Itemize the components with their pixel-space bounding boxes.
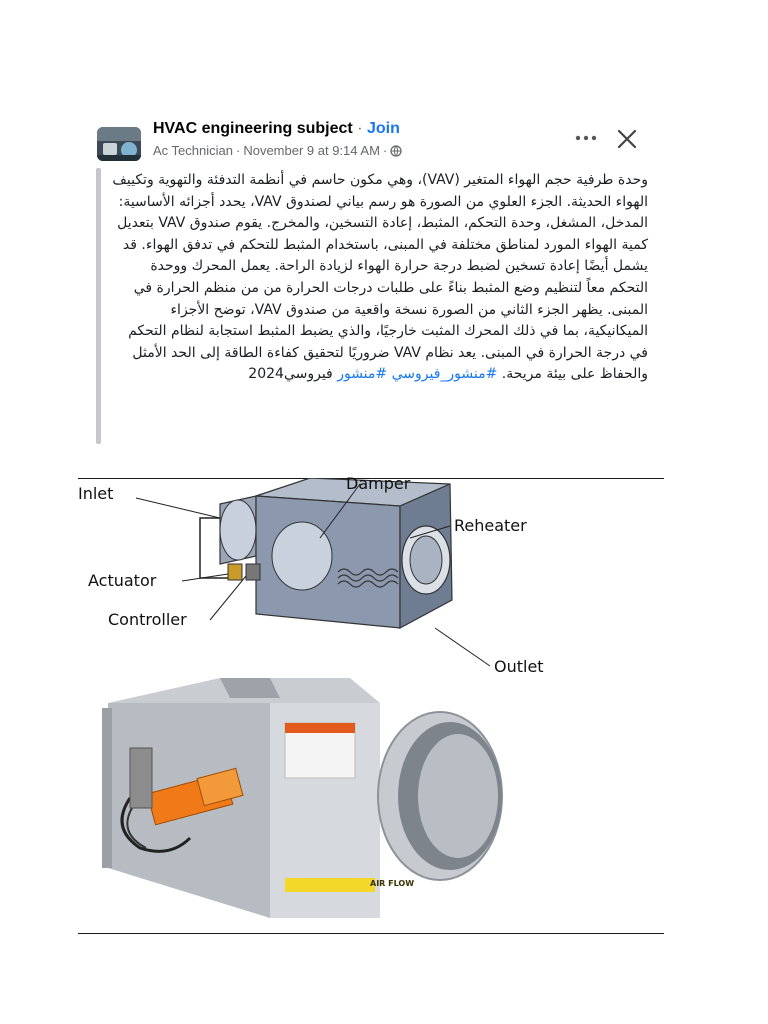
group-name-link[interactable]: HVAC engineering subject xyxy=(153,120,353,137)
separator: · xyxy=(235,143,241,158)
close-icon xyxy=(617,129,637,149)
inlet-label: Inlet xyxy=(78,484,114,503)
separator: · xyxy=(357,120,363,137)
group-avatar[interactable] xyxy=(97,127,141,161)
timestamp-link[interactable]: November 9 at 9:14 AM xyxy=(243,143,380,158)
damper-label: Damper xyxy=(346,474,411,493)
author-link[interactable]: Ac Technician xyxy=(153,143,233,158)
globe-icon xyxy=(390,145,402,157)
quote-bar xyxy=(96,168,101,444)
post-meta xyxy=(153,143,402,158)
reheater-label: Reheater xyxy=(454,516,527,535)
more-horizontal-icon xyxy=(575,135,597,141)
controller-label: Controller xyxy=(108,610,187,629)
post-body: وحدة طرفية حجم الهواء المتغير (VAV)، وهي مكون حاسم في أنظمة التدفئة والتهوية وتكييف الهواء الحديثة. الجزء العلوي من الصورة هو رسم بياني لصندوق VAV، يحدد أجزائه الأساسية: المدخل، المشغل، وحدة التحكم، المثبط، إعادة التسخين، والمخرج. يقوم صندوق VAV بتعديل كمية الهواء المورد لمناطق مختلفة في المبنى، باستخدام المثبط للتحكم في تدفق الهواء. قد يشمل أيضًا إعادة تسخين لضبط درجة حرارة الهواء لزيادة الراحة. يعمل المحرك ووحدة التحكم معاً لتنظيم وضع المثبط بناءً على طلبات درجات الحرارة من من منظم الحرارة في المبنى. يظهر الجزء الثاني من الصورة نسخة واقعية من صندوق VAV، توضح الأجزاء الميكانيكية، بما في ذلك المحرك المثبت خارجيًا، والذي يضبط المثبط استجابة لنظام التحكم في درجة الحرارة في المبنى. يعد نظام VAV ضروريًا لتحقيق كفاءة الطاقة إلى الحد الأمثل والحفاظ على بيئة مريحة. xyxy=(112,172,648,383)
post-trailing-text: فيروسي2024 xyxy=(248,366,338,383)
post-body-text xyxy=(108,170,648,386)
separator: · xyxy=(382,143,388,158)
hashtag-links[interactable]: #منشور_فيروسي #منشور xyxy=(337,366,498,383)
close-button[interactable] xyxy=(612,124,642,154)
vav-diagram xyxy=(70,478,670,688)
post-image[interactable] xyxy=(70,474,670,934)
outlet-label: Outlet xyxy=(494,657,544,676)
actuator-label: Actuator xyxy=(88,571,157,590)
more-options-button[interactable] xyxy=(573,126,599,150)
post-header-title xyxy=(153,120,400,138)
join-link[interactable]: Join xyxy=(366,120,400,137)
airflow-sticker-label: AIR FLOW xyxy=(370,879,415,888)
vav-photo xyxy=(70,678,670,928)
